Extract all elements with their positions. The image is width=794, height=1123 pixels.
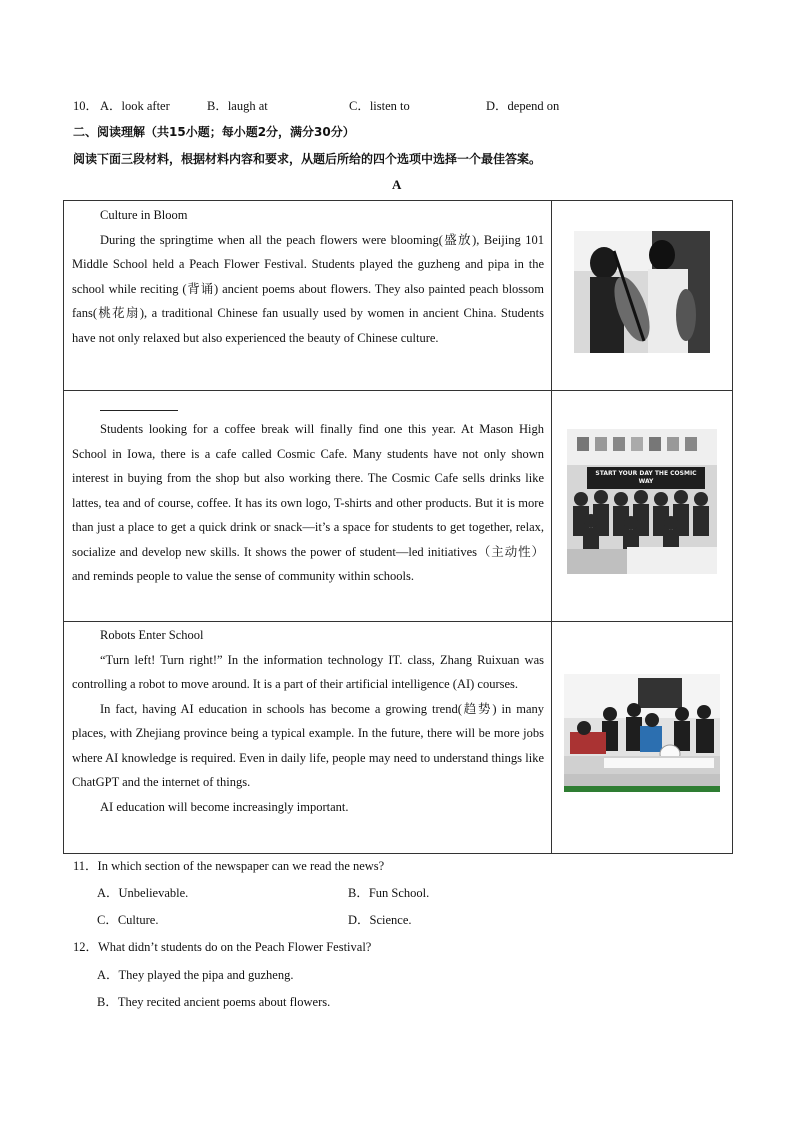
- q10-option-b: B．laugh at: [207, 99, 268, 113]
- passage-3-para-3: AI education will become increasingly important.: [100, 799, 349, 814]
- passage-row-1: [64, 201, 733, 391]
- cosmic-cafe-group-photo: [567, 429, 717, 574]
- q12-option-b: B．They recited ancient poems about flowers.: [97, 995, 331, 1009]
- passage-3-para-1: “Turn left! Turn right!” In the information technology IT. class, Zhang Ruixuan was controlling a robot to move around. It is a part of their artificial intelligence (AI) courses.: [72, 652, 544, 691]
- q10-option-a: A．look after: [100, 99, 170, 113]
- q12-stem: 12．What didn’t students do on the Peach Flower Festival?: [73, 940, 372, 954]
- passage-3-title: Robots Enter School: [100, 628, 204, 642]
- q10-option-c: C．listen to: [349, 99, 410, 113]
- passage-2-body: Students looking for a coffee break will finally find one this year. At Mason High School in Iowa, there is a cafe called Cosmic Cafe. Many students have not only shown interest in buying from the shop but also working there. The Cosmic Cafe sells drinks like lattes, tea and of course, coffee. It has its own logo, T-shirts and other products. But it is more than just a place to get a quick drink or snack—it’s a space for students to get together, relax, socialize and develop new skills. It shows the power of student—led initiatives（主动性）and reminds people to value the sense of community within schools.: [72, 422, 544, 583]
- passage-row-2: [64, 391, 733, 622]
- q10-number: 10．: [73, 99, 99, 113]
- q11-option-d: D．Science.: [348, 913, 412, 927]
- passage-1-title: Culture in Bloom: [100, 208, 188, 222]
- q11-option-c: C．Culture.: [97, 913, 159, 927]
- section-instruction: 阅读下面三段材料，根据材料内容和要求，从题后所给的四个选项中选择一个最佳答案。: [73, 152, 542, 166]
- q11-stem: 11．In which section of the newspaper can we read the news?: [73, 859, 385, 873]
- passage-3-para-2: In fact, having AI education in schools has become a growing trend(趋势) in many places, with Zhejiang province being a typical example. In the future, there will be more jobs where AI knowledge is required. Even in daily life, people may need to understand things like ChatGPT and the internet of things.: [72, 701, 544, 789]
- section-heading: 二、阅读理解（共15小题；每小题2分，满分30分）: [73, 125, 355, 139]
- students-playing-pipa-photo: [574, 231, 710, 353]
- q11-option-b: B．Fun School.: [348, 886, 430, 900]
- question-10: [73, 96, 633, 114]
- passage-row-3: [64, 622, 733, 854]
- title-blank: [100, 393, 178, 411]
- robot-classroom-photo: [564, 674, 720, 792]
- q11-option-a: A．Unbelievable.: [97, 886, 189, 900]
- q10-option-d: D．depend on: [486, 99, 560, 113]
- reading-passages-table: [63, 200, 733, 854]
- part-label: A: [392, 177, 402, 192]
- passage-1-body: During the springtime when all the peach flowers were blooming(盛放), Beijing 101 Middle School held a Peach Flower Festival. Students played the guzheng and pipa in the school while reciting (背诵) ancient poems about flowers. They also painted peach blossom fans(桃花扇), a traditional Chinese fan usually used by women in ancient China. Students have not only relaxed but also experienced the beauty of Chinese culture.: [72, 232, 544, 345]
- cafe-sign-text: START YOUR DAY THE COSMIC WAY: [595, 470, 697, 485]
- q12-option-a: A．They played the pipa and guzheng.: [97, 968, 294, 982]
